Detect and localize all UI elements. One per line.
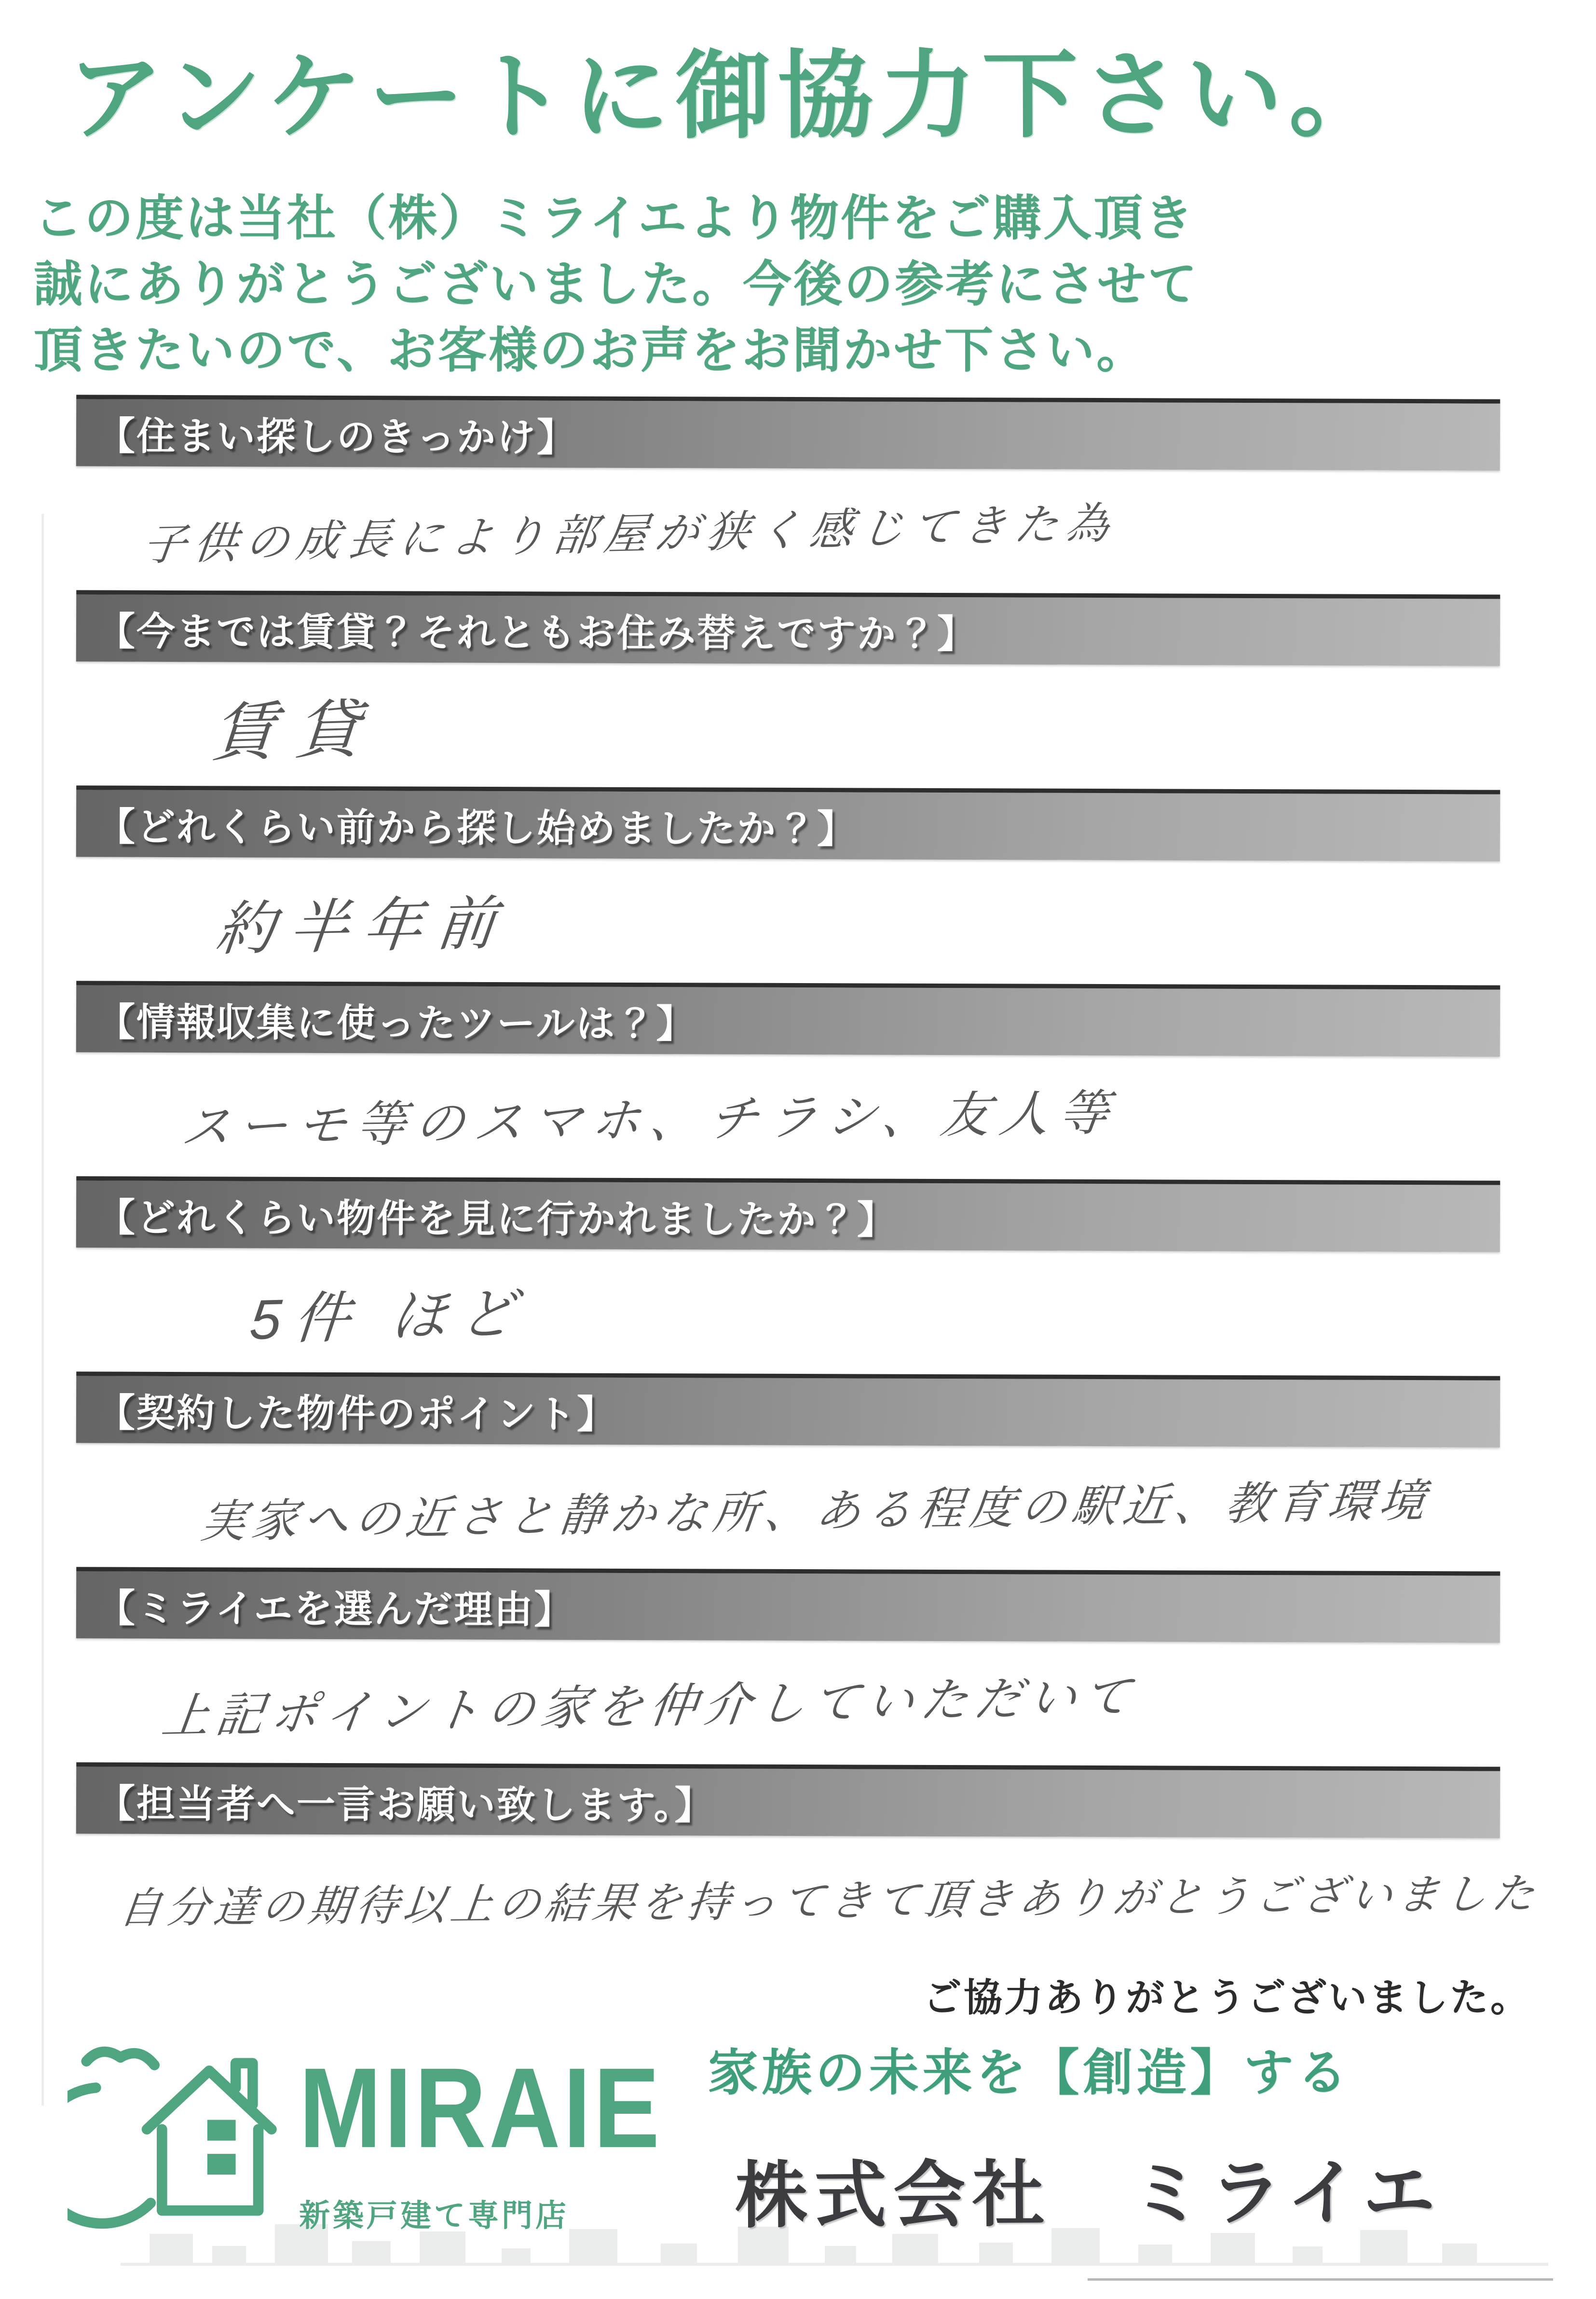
handwritten-answer [0,468,1596,592]
intro-line: 頂きたいので、お客様のお声をお聞かせ下さい。 [34,324,1147,378]
section-header-label: 【担当者へ一言お願い致します。】 [96,1782,715,1827]
handwritten-text: 子供の成長により部屋が狭く感じてきた為 [140,499,1120,570]
section-banner-why-miraie [76,1567,1500,1642]
handwritten-text: 自分達の期待以上の結果を持ってきて頂きありがとうございました [116,1869,1542,1932]
logo-text-block [299,2044,663,2235]
section-banner-info-tools [76,981,1500,1056]
handwritten-text: 賃貸 [209,693,383,769]
handwritten-answer [0,1445,1596,1569]
brand-subtitle: 新築戸建て専門店 [299,2198,569,2233]
section-header-label: 【契約した物件のポイント】 [96,1391,617,1436]
company-slogan: 家族の未来を【創造】する [708,2044,1351,2100]
section-banner-message-to-agent [76,1762,1500,1838]
handwritten-answer [0,859,1596,983]
scan-fold-artifact [41,514,44,2106]
section-header-label: 【住まい探しのきっかけ】 [96,414,577,459]
handwritten-text: スーモ等のスマホ、チラシ、友人等 [178,1085,1121,1155]
section-header-label: 【どれくらい前から探し始めましたか？】 [96,805,858,851]
section-banner-contract-points [76,1371,1500,1447]
handwritten-answer [0,1250,1596,1374]
miraie-logo [68,2041,663,2235]
section-banner-rental-or-move [76,590,1500,666]
handwritten-text: 上記ポイントの家を仲介していただいて [159,1669,1141,1743]
section-banner-when-started [76,785,1500,861]
intro-line: この度は当社（株）ミライエより物件をご購入頂き [34,191,1195,246]
section-header-label: 【今までは賃貸？それともお住み替えですか？】 [96,610,978,656]
survey-document [0,41,1596,2299]
company-text-block [709,2033,1442,2240]
company-name: 株式会社 ミライエ [735,2151,1442,2236]
page-title: アンケートに御協力下さい。 [67,41,1391,151]
section-header-label: 【どれくらい物件を見に行かれましたか？】 [96,1196,898,1242]
footer [68,2041,1567,2237]
closing-thanks-text: ご協力ありがとうございました。 [923,1976,1531,2019]
brand-name: MIRAIE [299,2044,663,2172]
handwritten-answer [0,664,1596,788]
company-underline [1088,2278,1553,2281]
handwritten-answer [0,1836,1596,1960]
intro-paragraph [34,186,1567,384]
handwritten-text: 実家への近さと静かな所、ある程度の駅近、教育環境 [198,1475,1433,1547]
section-banner-properties-visited [76,1176,1500,1252]
handwritten-answer [0,1641,1596,1765]
handwritten-text: 約半年前 [213,890,514,962]
intro-line: 誠にありがとうございました。今後の参考にさせて [34,258,1199,312]
handwritten-answer [0,1054,1596,1178]
house-logo-icon [68,2037,294,2230]
handwritten-text: 5件 ほど [247,1281,531,1351]
section-header-label: 【ミライエを選んだ理由】 [96,1587,574,1631]
section-header-label: 【情報収集に使ったツールは？】 [96,1000,696,1046]
section-banner-reason-for-search [76,395,1500,470]
